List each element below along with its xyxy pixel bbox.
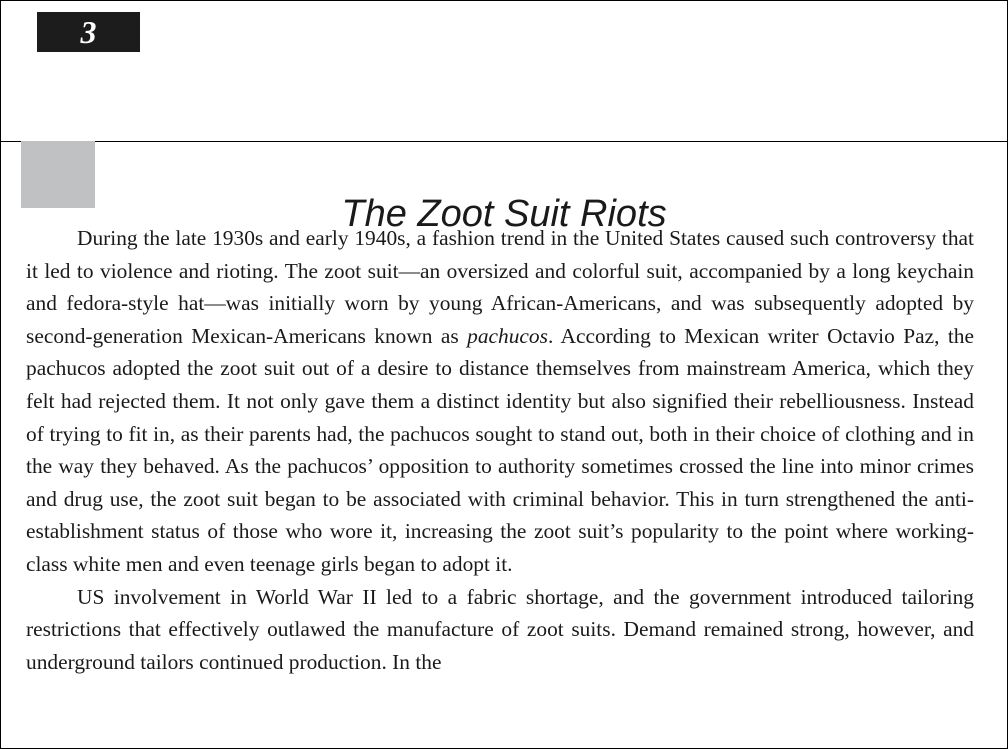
paragraph-1-text-a: During the late 1930s and early 1940s, a fashion trend in the United States caused such controversy that it led to violence and rioting. The zoot suit—an oversized and colorful suit, accompanied by a long keychain and fedora-style hat—was initially worn by young African-Americans, and was subsequently adopted by second-generation Mexican-Americans known as bbox=[26, 226, 974, 348]
paragraph-1-italic-term: pachucos bbox=[467, 323, 548, 348]
page-header bbox=[0, 0, 1008, 142]
page-number: 3 bbox=[80, 14, 97, 50]
page-number-badge bbox=[37, 12, 140, 52]
paragraph-1-text-b: . According to Mexican writer Octavio Paz, the pachucos adopted the zoot suit out of a desire to distance themselves from mainstream America, which they felt had rejected them. It not only gave them a distinct identity but also signified their rebelliousness. Instead of trying to fit in, as their parents had, the pachucos sought to stand out, both in their choice of clothing and in the way they behaved. As the pachucos’ opposition to authority sometimes crossed the line into minor crimes and drug use, the zoot suit began to be associated with criminal behavior. This in turn strengthened the anti-establishment status of those who wore it, increasing the zoot suit’s popularity to the point where working-class white men and even teenage girls began to adopt it. bbox=[26, 323, 974, 576]
paragraph-1 bbox=[26, 222, 974, 581]
paragraph-2: US involvement in World War II led to a fabric shortage, and the government introduced tailoring restrictions that effectively outlawed the manufacture of zoot suits. Demand remained strong, however, and underground tailors continued production. In the bbox=[26, 584, 974, 674]
article-body bbox=[26, 222, 974, 678]
article-title: The Zoot Suit Riots bbox=[341, 193, 667, 236]
